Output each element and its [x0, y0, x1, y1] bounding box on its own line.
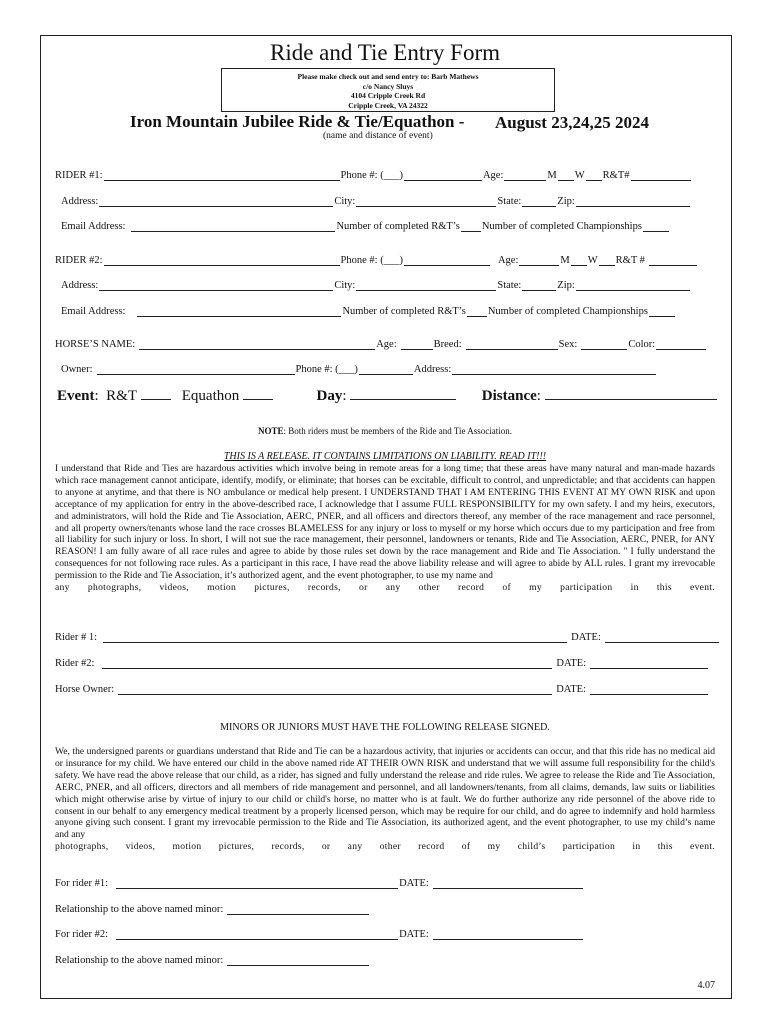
sign-rider1-label: Rider # 1:	[55, 632, 97, 643]
rider1-address-label: Address:	[61, 196, 99, 207]
rider1-completed-ch-label: Number of completed Championships	[481, 221, 642, 232]
minor-rider2-row	[55, 929, 720, 940]
rider1-city-field[interactable]	[356, 196, 496, 207]
rider1-phone-label: Phone #: (___)	[340, 170, 403, 181]
sign-owner-date-label: DATE:	[556, 684, 586, 695]
day-label: Day	[316, 388, 343, 404]
rider1-m-label: M	[547, 170, 557, 181]
event-subtitle: (name and distance of event)	[323, 131, 433, 141]
rider2-row	[55, 255, 720, 266]
horse-color-label: Color:	[628, 339, 656, 350]
rider1-zip-label: Zip:	[557, 196, 575, 207]
horse-sex-label: Sex:	[558, 339, 578, 350]
rider2-m-label: M	[560, 255, 570, 266]
event-equathon-label: Equathon	[181, 388, 240, 404]
owner-label: Owner:	[61, 364, 93, 375]
rider1-state-field[interactable]	[522, 196, 556, 207]
minor-rider2-label: For rider #2:	[55, 929, 109, 940]
rider1-w-field[interactable]	[586, 170, 602, 181]
rider1-state-label: State:	[497, 196, 522, 207]
owner-phone-field[interactable]	[359, 364, 413, 375]
sign-rider2-date-field[interactable]	[590, 658, 708, 669]
membership-note	[0, 426, 770, 436]
minors-paragraph	[55, 746, 715, 853]
event-rt-label: R&T	[106, 388, 137, 404]
owner-phone-label: Phone #: (___)	[295, 364, 358, 375]
release-last-line: any photographs, videos, motion pictures, records, or any other record of my participation in this event.	[55, 582, 715, 594]
mailing-line-3: 4104 Cripple Creek Rd	[350, 91, 426, 100]
rider1-w-label: W	[574, 170, 585, 181]
rider2-rt-label: R&T #	[615, 255, 645, 266]
sign-rider1-field[interactable]	[103, 632, 567, 643]
minor-rider2-date-label: DATE:	[399, 929, 429, 940]
horse-name-label: HORSE’S NAME:	[55, 339, 136, 350]
sign-owner-date-field[interactable]	[590, 684, 708, 695]
minor-relationship1-field[interactable]	[227, 904, 369, 915]
rider1-label: RIDER #1:	[55, 170, 103, 181]
event-equathon-field[interactable]	[243, 387, 273, 400]
sign-rider1-date-label: DATE:	[571, 632, 601, 643]
horse-age-field[interactable]	[401, 339, 433, 350]
rider2-email-field[interactable]	[137, 306, 341, 317]
rider1-completed-rt-label: Number of completed R&T’s	[336, 221, 460, 232]
release-paragraph	[55, 463, 715, 594]
mailing-line-4: Cripple Creek, VA 24322	[348, 100, 428, 110]
minor-rider1-date-field[interactable]	[433, 878, 583, 889]
rider2-address-field[interactable]	[99, 280, 333, 291]
horse-age-label: Age:	[376, 339, 397, 350]
rider2-completed-ch-field[interactable]	[649, 306, 675, 317]
rider2-zip-field[interactable]	[576, 280, 690, 291]
rider1-rt-field[interactable]	[631, 170, 691, 181]
minor-relationship2-label: Relationship to the above named minor:	[55, 955, 224, 966]
rider2-email-label: Email Address:	[61, 306, 126, 317]
rider1-city-label: City:	[334, 196, 356, 207]
owner-address-field[interactable]	[452, 364, 656, 375]
horse-color-field[interactable]	[656, 339, 706, 350]
form-title: Ride and Tie Entry Form	[269, 40, 500, 65]
sign-rider2-label: Rider #2:	[55, 658, 95, 669]
mailing-line-2: c/o Nancy Sluys	[362, 81, 414, 91]
rider2-city-label: City:	[334, 280, 356, 291]
event-date: August 23,24,25 2024	[495, 113, 649, 132]
minors-last-line: photographs, videos, motion pictures, records, or any other record of my child’s participation in this event.	[55, 841, 715, 853]
rider2-email-row	[61, 306, 720, 317]
minor-relationship1-row	[55, 904, 720, 915]
rider1-m-field[interactable]	[558, 170, 574, 181]
distance-field[interactable]	[545, 387, 717, 400]
rider1-address-field[interactable]	[99, 196, 333, 207]
rider2-phone-field[interactable]	[404, 255, 490, 266]
rider2-age-field[interactable]	[519, 255, 559, 266]
rider2-phone-label: Phone #: (___)	[340, 255, 403, 266]
rider1-age-field[interactable]	[504, 170, 546, 181]
rider1-row	[55, 170, 720, 181]
rider1-name-field[interactable]	[104, 170, 340, 181]
minors-heading: MINORS OR JUNIORS MUST HAVE THE FOLLOWING RELEASE SIGNED.	[220, 722, 550, 733]
page-number: 4.07	[697, 980, 715, 991]
rider1-phone-field[interactable]	[404, 170, 482, 181]
horse-breed-field[interactable]	[466, 339, 558, 350]
sign-rider1-date-field[interactable]	[605, 632, 719, 643]
rider2-address-row	[61, 280, 720, 291]
rider2-zip-label: Zip:	[557, 280, 575, 291]
rider1-completed-rt-field[interactable]	[461, 221, 481, 232]
rider1-email-label: Email Address:	[61, 221, 126, 232]
owner-row	[61, 364, 720, 375]
minor-rider2-field[interactable]	[116, 929, 398, 940]
note-text: : Both riders must be members of the Ride and Tie Association.	[283, 426, 512, 436]
rider1-completed-ch-field[interactable]	[643, 221, 669, 232]
horse-name-field[interactable]	[139, 339, 375, 350]
mailing-line-1: Please make check out and send entry to: Barb Mathews	[297, 72, 479, 81]
horse-row	[55, 339, 720, 350]
owner-address-label: Address:	[413, 364, 452, 375]
owner-field[interactable]	[97, 364, 295, 375]
rider2-state-field[interactable]	[522, 280, 556, 291]
rider2-w-label: W	[587, 255, 598, 266]
minor-relationship1-label: Relationship to the above named minor:	[55, 904, 224, 915]
rider2-rt-field[interactable]	[649, 255, 697, 266]
event-label: Event	[57, 388, 95, 404]
rider2-name-field[interactable]	[104, 255, 340, 266]
rider2-completed-ch-label: Number of completed Championships	[487, 306, 648, 317]
sign-rider2-date-label: DATE:	[556, 658, 587, 669]
minors-text: We, the undersigned parents or guardians understand that Ride and Tie can be a hazardous activity, that injuries or accidents can occur, and that this ride has no medical aid or insurance for my child. We have entered our child in the above named ride AT THEIR OWN RISK and understand that we will assume full responsibility for the child's safety. We have read the above release that our child, as a rider, has signed and fully understand the release and ride rules. We agree to release the Ride and Tie Association, AERC, PNER, and all officers, directors and all members of ride management and personnel, and all landowners/tenants, from all claims, demands, law suits or liabilities which might otherwise arise by virtue of injury to our child or child's horse, no matter who is at fault. We do further authorize any ride personnel of the above ride to consent in our behalf to any emergency medical treatment by a properly licensed person, which may be require for our child, and do agree to indemnify and hold harmless anyone giving such consent. I grant my irrevocable permission to the Ride and Tie Association, its authorized agent, and the event photographer, to use my child’s name and any	[55, 746, 715, 841]
rider2-address-label: Address:	[61, 280, 99, 291]
sign-rider1-row	[55, 632, 720, 643]
sign-owner-label: Horse Owner:	[55, 684, 115, 695]
sign-rider2-field[interactable]	[102, 658, 552, 669]
rider1-email-field[interactable]	[131, 221, 335, 232]
rider2-age-label: Age:	[497, 255, 519, 266]
rider2-completed-rt-field[interactable]	[467, 306, 487, 317]
rider2-label: RIDER #2:	[55, 255, 103, 266]
horse-sex-field[interactable]	[581, 339, 627, 350]
distance-label: Distance	[481, 388, 537, 404]
sign-owner-row	[55, 684, 720, 695]
minor-rider1-date-label: DATE:	[399, 878, 429, 889]
minor-rider2-date-field[interactable]	[433, 929, 583, 940]
horse-breed-label: Breed:	[433, 339, 462, 350]
rider2-state-label: State:	[497, 280, 522, 291]
rider1-zip-field[interactable]	[576, 196, 690, 207]
release-text: I understand that Ride and Ties are hazardous activities which involve being in remote areas for a long time; that these areas have many natural and man-made hazards which race management cannot anticipate, identify, modify, or eliminate; that horses can be excitable, difficult to control, and unpredictable; and that accidents can happen to anyone at anytime, and that there is NO ambulance or medical help present. I UNDERSTAND THAT I AM ENTERING THIS EVENT AT MY OWN RISK and upon acceptance of my application for entry in the above-described race, I acknowledge that I assume FULL RESPONSIBILITY for my own safety. I and my heirs, executors, and administrators, will hold the Ride and Tie Association, AERC, PNER, and all officers and directors thereof, any member of the race management and race personnel, and all property owners/tenants whose land the race crosses BLAMELESS for any injury or loss to myself or my horse which occurs due to my participation and free from all liability for such injury or loss. In short, I will not sue the race management, their personnel, landowners or tenants, Ride and Tie Association, AERC, PNER, for ANY REASON! I am fully aware of all race rules and agree to abide by those rules set down by the race management and Ride and Tie Association. " I fully understand the consequences for not following race rules. As a participant in this race, I have read the above liability release and will agree to abide by ALL rules. I grant my irrevocable permission to the Ride and Tie Association, it’s authorized agent, and the event photographer, to use my name and	[55, 463, 715, 582]
note-bold: NOTE	[258, 426, 284, 436]
minor-rider1-field[interactable]	[116, 878, 398, 889]
rider2-completed-rt-label: Number of completed R&T’s	[342, 306, 466, 317]
event-rt-field[interactable]	[141, 387, 171, 400]
rider1-age-label: Age:	[482, 170, 504, 181]
minor-relationship2-row	[55, 955, 720, 966]
day-field[interactable]	[350, 387, 456, 400]
rider1-rt-label: R&T#	[602, 170, 630, 181]
minor-relationship2-field[interactable]	[227, 955, 369, 966]
rider2-m-field[interactable]	[571, 255, 587, 266]
release-heading: THIS IS A RELEASE. IT CONTAINS LIMITATIONS ON LIABILITY. READ IT!!!	[223, 451, 547, 462]
event-choice-row: Event: R&T Equathon Day: Distance:	[57, 387, 717, 405]
rider2-city-field[interactable]	[356, 280, 496, 291]
rider1-address-row	[61, 196, 720, 207]
rider2-w-field[interactable]	[599, 255, 615, 266]
mailing-address-box	[221, 68, 555, 112]
sign-rider2-row	[55, 658, 720, 669]
rider1-email-row	[61, 221, 720, 232]
sign-owner-field[interactable]	[118, 684, 552, 695]
event-name: Iron Mountain Jubilee Ride & Tie/Equathon -	[130, 112, 465, 131]
minor-rider1-row	[55, 878, 720, 889]
minor-rider1-label: For rider #1:	[55, 878, 109, 889]
